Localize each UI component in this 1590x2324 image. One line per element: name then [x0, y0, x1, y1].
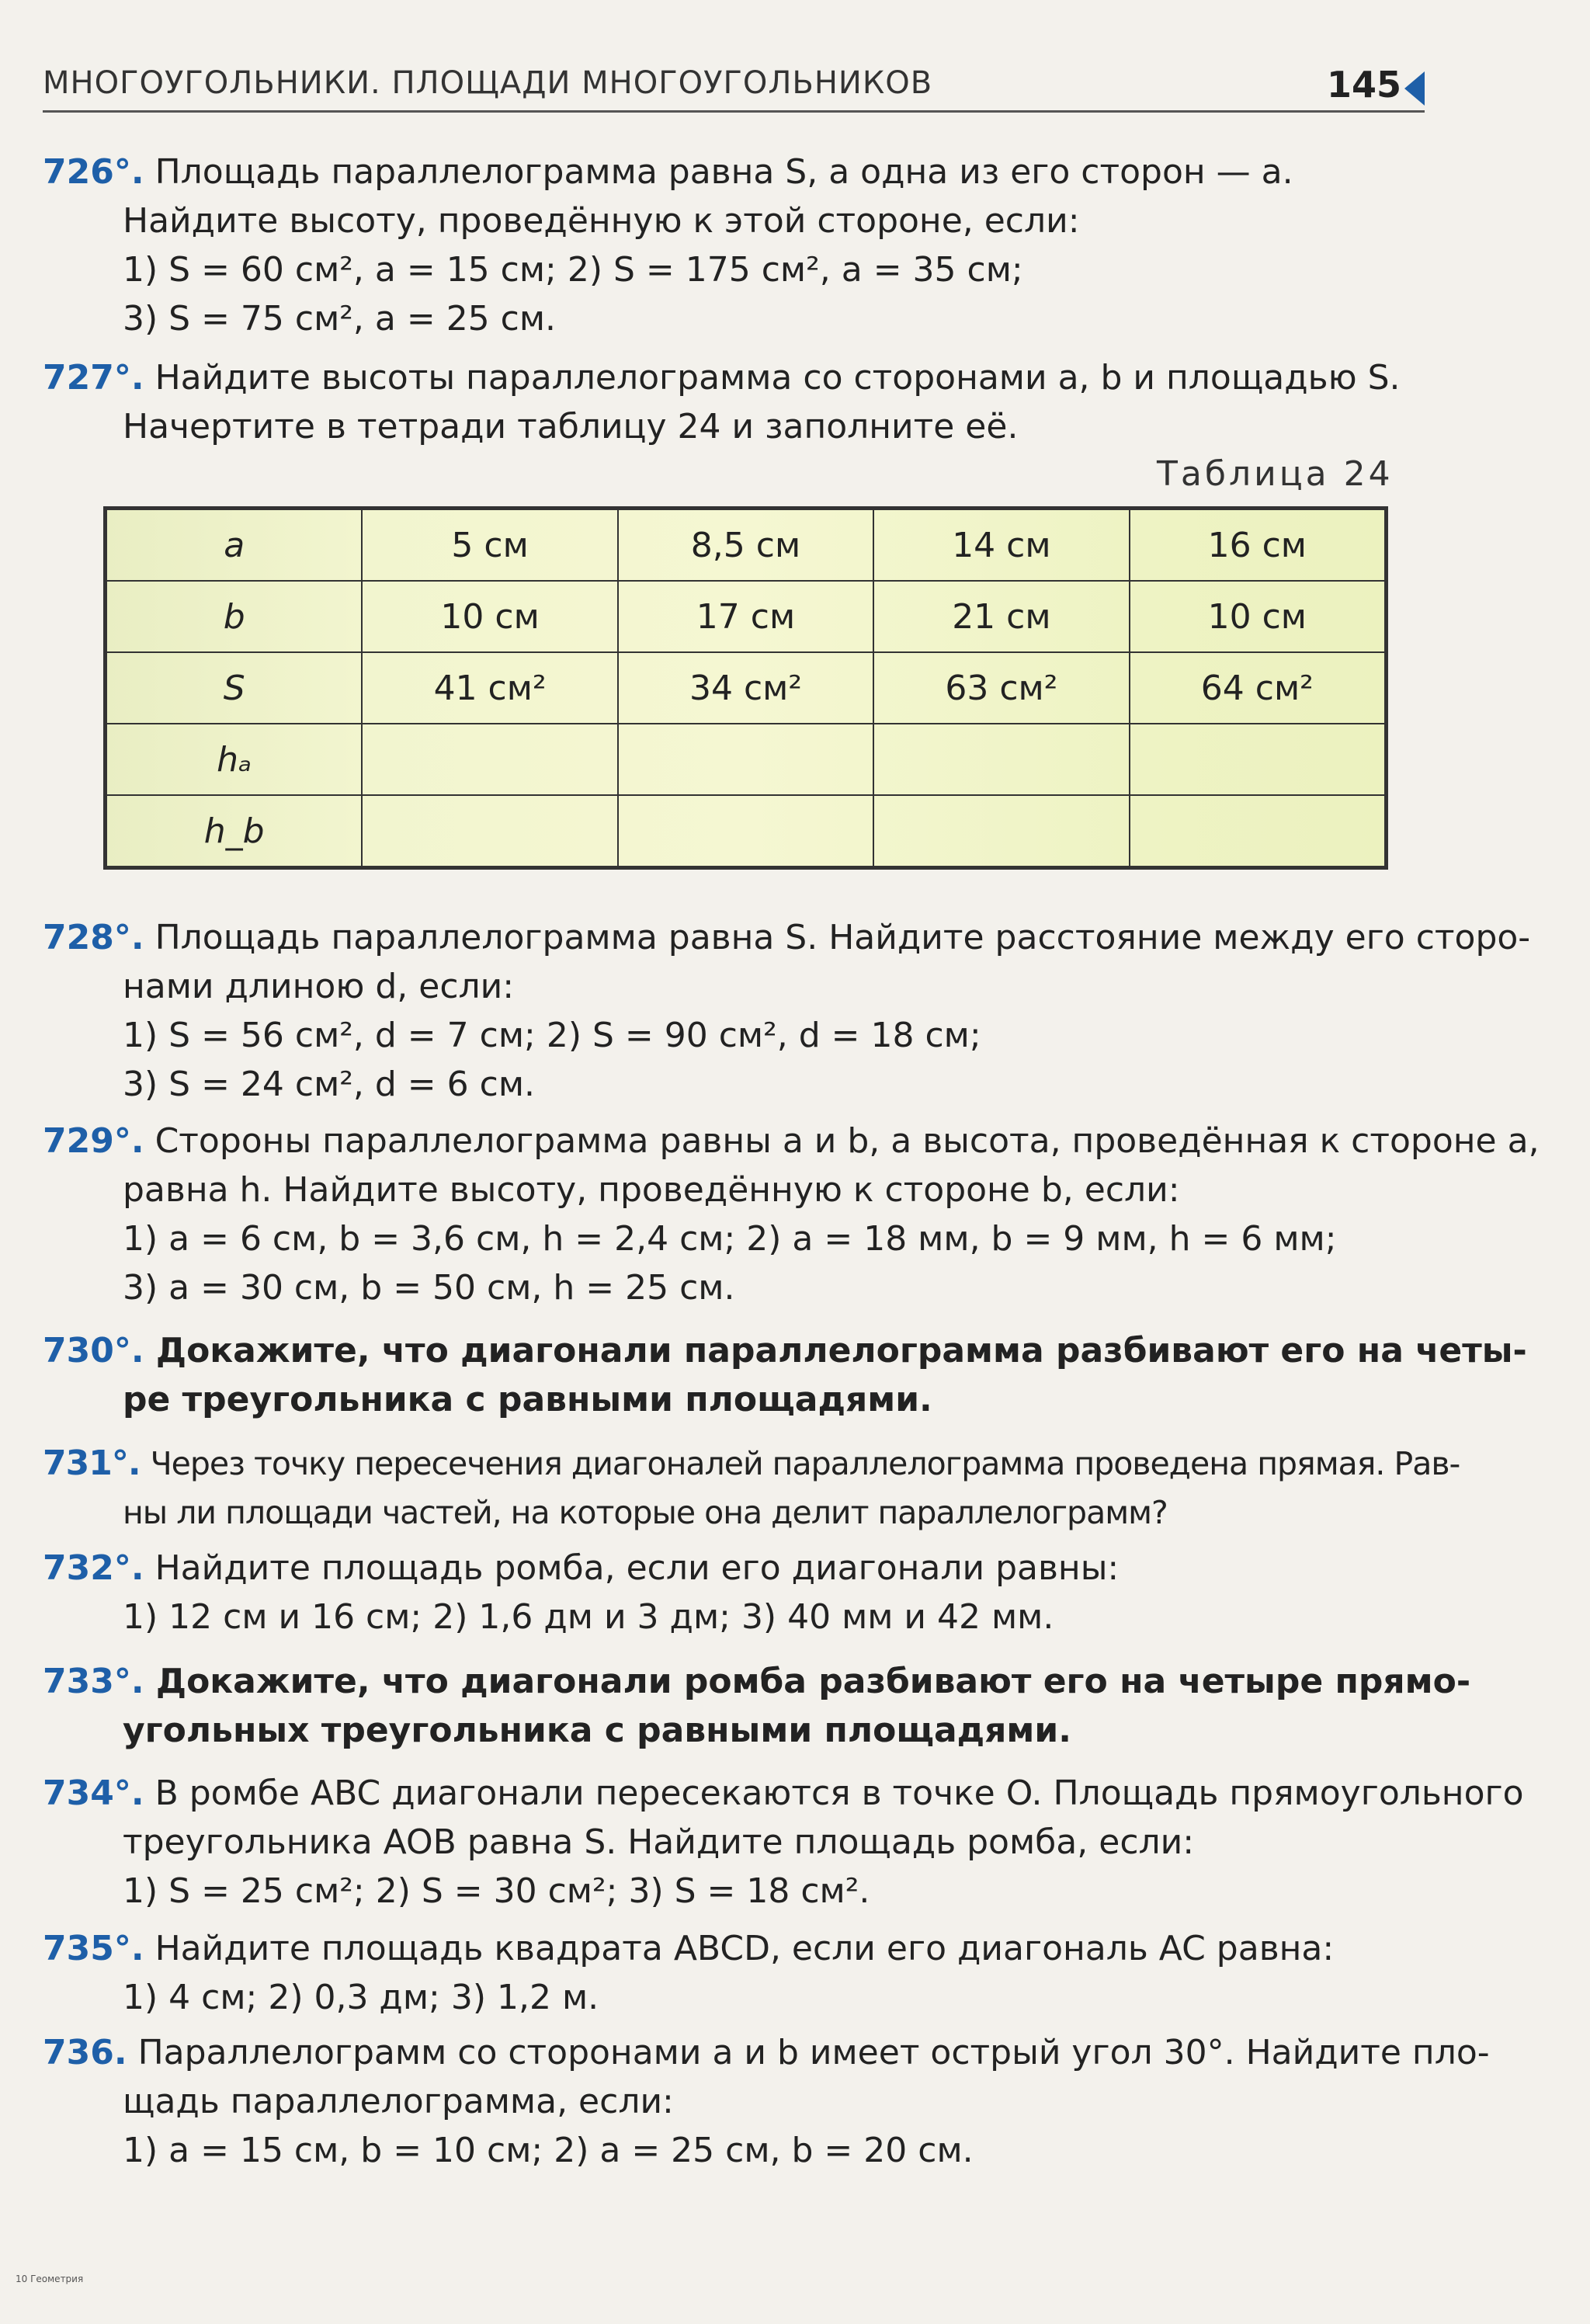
row-header: hₐ — [106, 724, 362, 795]
problem-text: Докажите, что диагонали параллелограмма разбивают его на четы- — [155, 1331, 1527, 1370]
problem-text: Площадь параллелограмма равна S, а одна из его сторон — a. — [154, 152, 1293, 192]
problem-text: 1) 12 см и 16 см; 2) 1,6 дм и 3 дм; 3) 40 мм и 42 мм. — [123, 1597, 1054, 1637]
problem-731 — [43, 1439, 1460, 1537]
table-cell: 5 см — [362, 509, 617, 581]
table-cell — [1130, 724, 1385, 795]
problem-text: 1) 4 см; 2) 0,3 дм; 3) 1,2 м. — [123, 1978, 599, 2017]
problem-text: 3) a = 30 см, b = 50 см, h = 25 см. — [123, 1268, 735, 1308]
problem-735 — [43, 1924, 1440, 2022]
row-header: h_b — [106, 795, 362, 867]
table-cell: 10 см — [362, 581, 617, 652]
table-cell — [1130, 795, 1385, 867]
problem-text: 3) S = 24 см², d = 6 см. — [123, 1065, 536, 1104]
problem-text: щадь параллелограмма, если: — [123, 2082, 674, 2121]
problem-text: Найдите площадь ромба, если его диагонали равны: — [154, 1548, 1120, 1588]
problem-text: ре треугольника с равными площадями. — [123, 1380, 932, 1419]
problem-number: 733°. — [43, 1662, 144, 1701]
table-cell: 64 см² — [1130, 652, 1385, 724]
problem-text: Докажите, что диагонали ромба разбивают его на четыре прямо- — [155, 1662, 1471, 1701]
problem-number: 729°. — [43, 1121, 144, 1161]
table-cell: 10 см — [1130, 581, 1385, 652]
problem-text: Найдите высоту, проведённую к этой стороне, если: — [123, 201, 1080, 241]
problem-736 — [43, 2028, 1490, 2175]
problem-730 — [43, 1326, 1527, 1424]
problem-732 — [43, 1544, 1440, 1641]
problem-number: 736. — [43, 2033, 127, 2072]
problem-number: 728°. — [43, 918, 144, 957]
table-row — [106, 724, 1385, 795]
problem-text: Начертите в тетради таблицу 24 и заполните её. — [123, 407, 1019, 446]
page-marker-arrow-icon — [1404, 71, 1425, 106]
problem-733 — [43, 1657, 1471, 1755]
problem-number: 732°. — [43, 1548, 144, 1588]
table-cell — [618, 795, 873, 867]
table-cell: 14 см — [873, 509, 1129, 581]
table-row — [106, 509, 1385, 581]
problem-text: В ромбе ABC диагонали пересекаются в точке O. Площадь прямоугольного — [154, 1773, 1524, 1813]
problem-number: 731°. — [43, 1443, 141, 1483]
problem-text: Стороны параллелограмма равны a и b, а высота, проведённая к стороне a, — [154, 1121, 1540, 1161]
row-header: b — [106, 581, 362, 652]
table-row — [106, 795, 1385, 867]
footer-note: 10 Геометрия — [16, 2274, 84, 2284]
problem-text: 1) S = 60 см², a = 15 см; 2) S = 175 см², a = 35 см; — [123, 250, 1023, 290]
problem-text: Найдите высоты параллелограмма со сторонами a, b и площадью S. — [154, 358, 1401, 398]
problem-text: 1) S = 56 см², d = 7 см; 2) S = 90 см², d = 18 см; — [123, 1016, 981, 1055]
problem-text: 1) S = 25 см²; 2) S = 30 см²; 3) S = 18 см². — [123, 1871, 870, 1911]
problem-728 — [43, 913, 1531, 1109]
table-cell: 16 см — [1130, 509, 1385, 581]
table-cell — [618, 724, 873, 795]
row-header: S — [106, 652, 362, 724]
table-cell — [873, 795, 1129, 867]
table-caption: Таблица 24 — [1157, 454, 1394, 494]
problem-text: нами длиною d, если: — [123, 967, 515, 1006]
problem-text: ны ли площади частей, на которые она делит параллелограмм? — [123, 1494, 1168, 1531]
problem-number: 730°. — [43, 1331, 144, 1370]
table-row — [106, 581, 1385, 652]
table-cell: 41 см² — [362, 652, 617, 724]
problem-number: 734°. — [43, 1773, 144, 1813]
table-cell: 63 см² — [873, 652, 1129, 724]
problem-number: 727°. — [43, 358, 144, 398]
table-cell: 8,5 см — [618, 509, 873, 581]
page-number: 145 — [1326, 64, 1401, 106]
table-cell: 34 см² — [618, 652, 873, 724]
problem-text: 1) a = 6 см, b = 3,6 см, h = 2,4 см; 2) a = 18 мм, b = 9 мм, h = 6 мм; — [123, 1219, 1337, 1259]
table-cell: 21 см — [873, 581, 1129, 652]
problem-text: равна h. Найдите высоту, проведённую к стороне b, если: — [123, 1170, 1180, 1210]
row-header: a — [106, 509, 362, 581]
problem-text: Через точку пересечения диагоналей параллелограмма проведена прямая. Рав- — [150, 1445, 1460, 1482]
problem-text: 3) S = 75 см², a = 25 см. — [123, 299, 557, 339]
table-24 — [103, 506, 1388, 870]
problem-734 — [43, 1769, 1524, 1916]
problem-number: 726°. — [43, 152, 144, 192]
problem-726 — [43, 148, 1440, 343]
table-row — [106, 652, 1385, 724]
chapter-title: МНОГОУГОЛЬНИКИ. ПЛОЩАДИ МНОГОУГОЛЬНИКОВ — [43, 65, 933, 101]
problem-727 — [43, 353, 1440, 451]
problem-text: угольных треугольника с равными площадями. — [123, 1711, 1071, 1750]
table-cell — [362, 724, 617, 795]
table-cell — [873, 724, 1129, 795]
problem-text: треугольника AOB равна S. Найдите площадь ромба, если: — [123, 1822, 1195, 1862]
table-cell — [362, 795, 617, 867]
table-cell: 17 см — [618, 581, 873, 652]
problem-text: Площадь параллелограмма равна S. Найдите расстояние между его сторо- — [154, 918, 1531, 957]
problem-text: 1) a = 15 см, b = 10 см; 2) a = 25 см, b = 20 см. — [123, 2131, 974, 2170]
problem-text: Параллелограмм со сторонами a и b имеет острый угол 30°. Найдите пло- — [137, 2033, 1490, 2072]
problem-number: 735°. — [43, 1929, 144, 1968]
page-header — [43, 62, 1425, 113]
problem-text: Найдите площадь квадрата ABCD, если его диагональ AC равна: — [154, 1929, 1335, 1968]
problem-729 — [43, 1117, 1540, 1312]
